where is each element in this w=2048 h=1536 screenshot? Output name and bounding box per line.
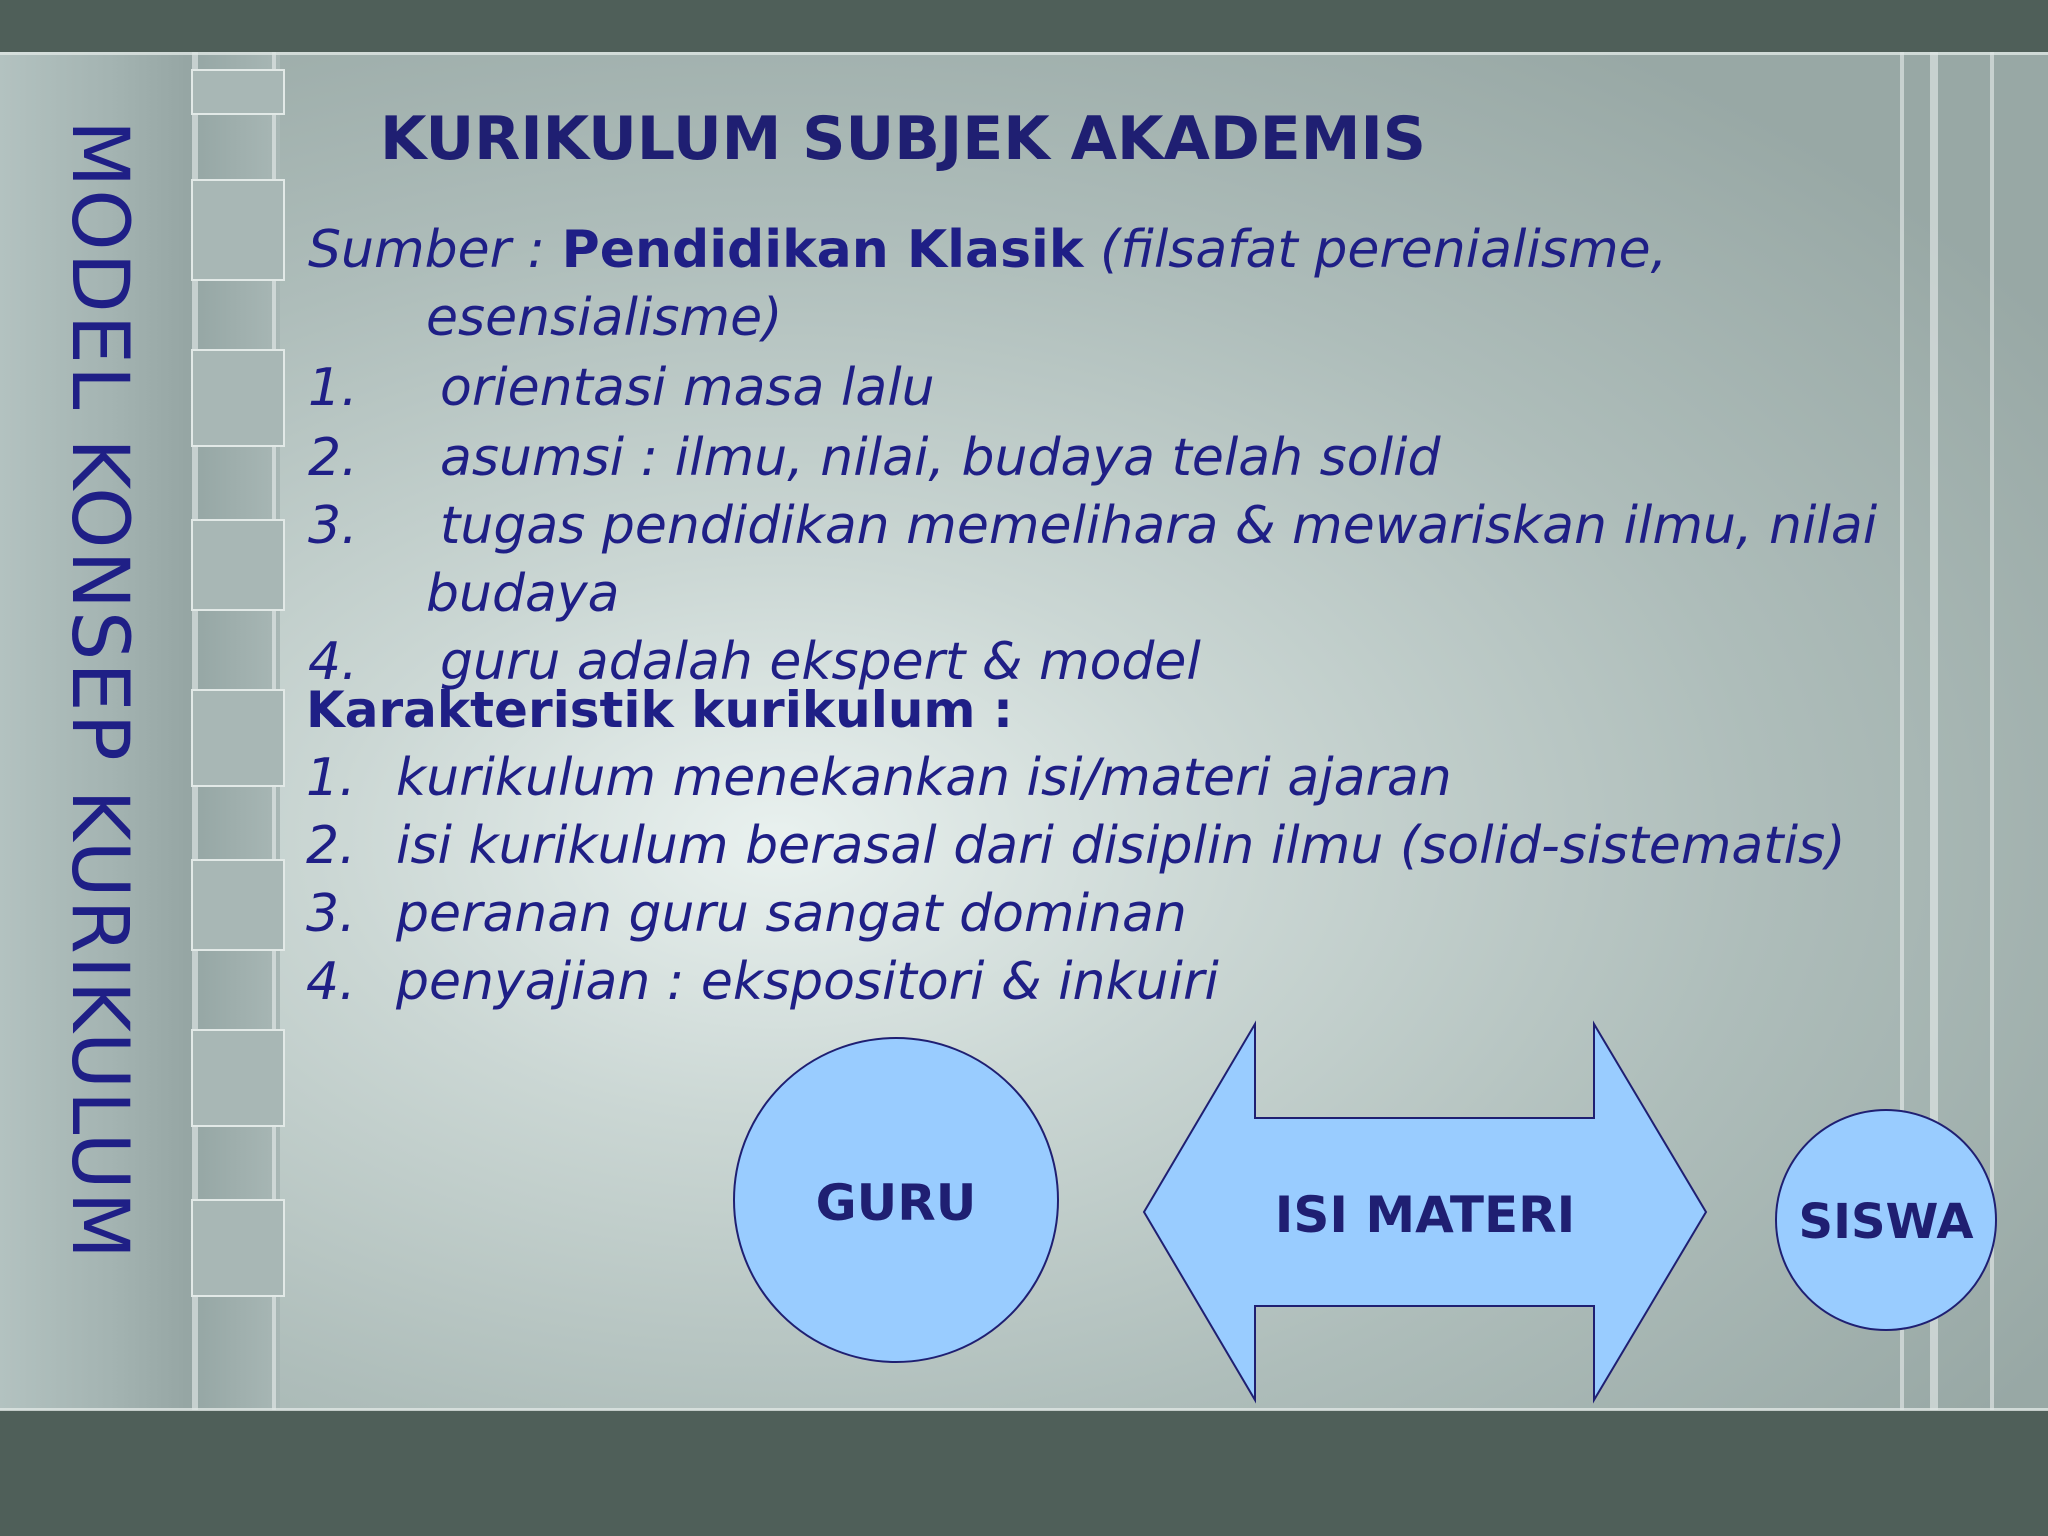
- source-bold: Pendidikan Klasik: [561, 220, 1084, 280]
- source-item-continued: budaya: [426, 564, 620, 624]
- source-item: tugas pendidikan memelihara & mewariskan ilmu, nilai: [440, 496, 1878, 556]
- source-item-number: 4.: [308, 632, 358, 692]
- guru-label: GURU: [815, 1174, 977, 1232]
- characteristic-number: 4.: [306, 952, 356, 1012]
- characteristic-item: isi kurikulum berasal dari disiplin ilmu (solid-sistematis): [396, 816, 1846, 876]
- source-item: guru adalah ekspert & model: [440, 632, 1201, 692]
- characteristic-number: 1.: [306, 748, 356, 808]
- siswa-label: SISWA: [1798, 1194, 1974, 1250]
- page-title: KURIKULUM SUBJEK AKADEMIS: [380, 104, 1427, 174]
- source-item: orientasi masa lalu: [440, 358, 935, 418]
- source-prefix: Sumber :: [308, 220, 562, 280]
- source-item-number: 3.: [308, 496, 358, 556]
- source-continued: esensialisme): [426, 288, 783, 348]
- characteristic-number: 3.: [306, 884, 356, 944]
- source-item-number: 1.: [308, 358, 358, 418]
- characteristic-item: kurikulum menekankan isi/materi ajaran: [396, 748, 1452, 808]
- characteristics-heading: Karakteristik kurikulum :: [306, 681, 1013, 739]
- characteristic-item: peranan guru sangat dominan: [396, 884, 1187, 944]
- side-title: MODEL KONSEP KURIKULUM: [54, 120, 144, 1261]
- source-item-number: 2.: [308, 428, 358, 488]
- materi-label: ISI MATERI: [1274, 1186, 1576, 1244]
- characteristic-number: 2.: [306, 816, 356, 876]
- source-item: asumsi : ilmu, nilai, budaya telah solid: [440, 428, 1441, 488]
- source-rest: (filsafat perenialisme,: [1083, 220, 1668, 280]
- characteristic-item: penyajian : ekspositori & inkuiri: [396, 952, 1219, 1012]
